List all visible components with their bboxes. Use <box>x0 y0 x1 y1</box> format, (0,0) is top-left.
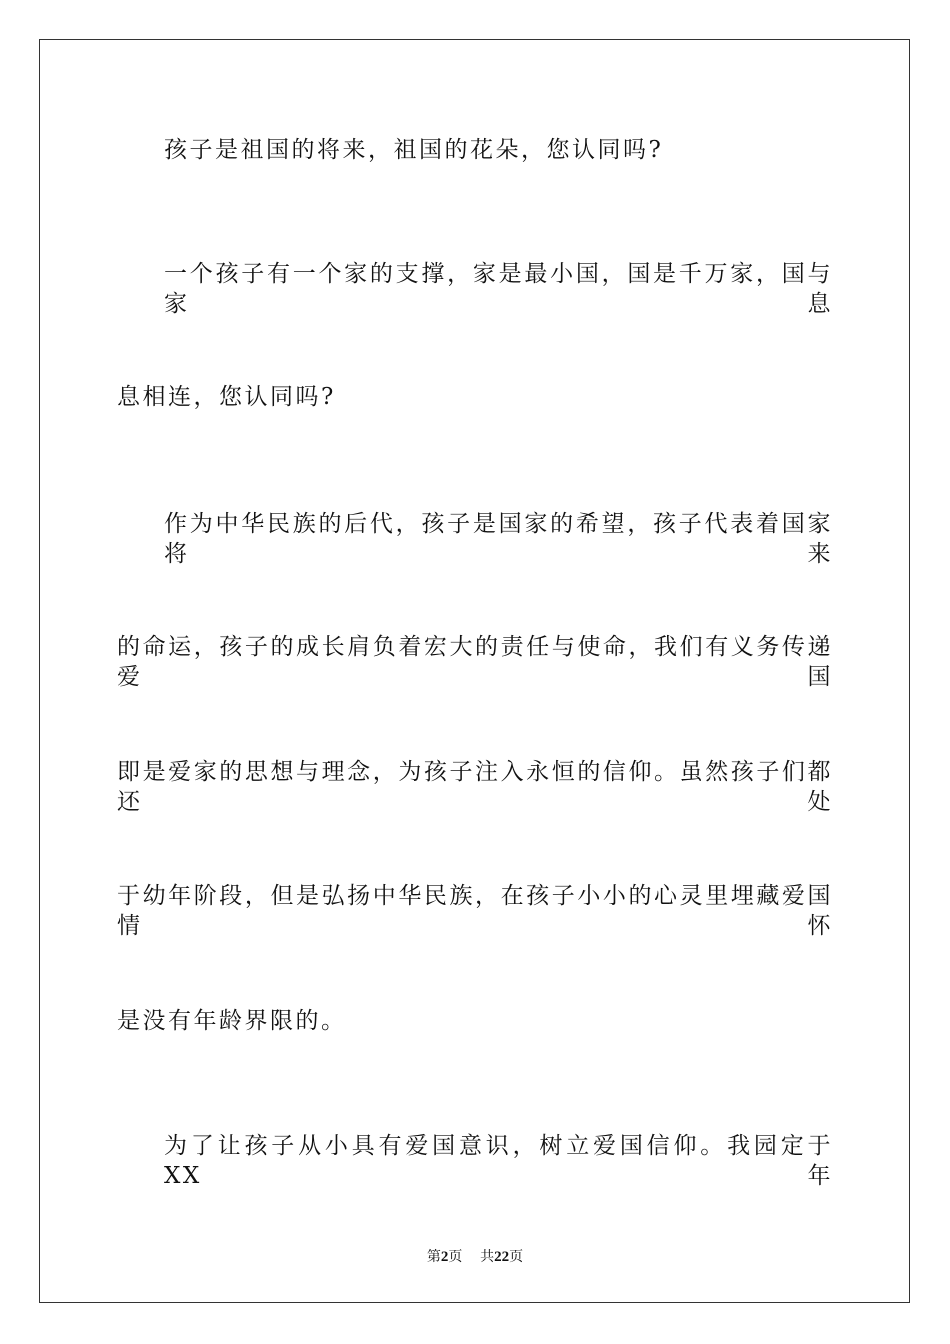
paragraph-line-6: 即是爱家的思想与理念，为孩子注入永恒的信仰。虽然孩子们都还处 <box>117 759 833 815</box>
paragraph-line-1: 孩子是祖国的将来，祖国的花朵，您认同吗? <box>164 137 664 163</box>
page-suffix: 页 <box>448 1249 463 1265</box>
page-number: 2 <box>440 1249 449 1265</box>
total-pages: 22 <box>494 1249 510 1265</box>
total-suffix: 页 <box>509 1249 524 1265</box>
page-footer <box>0 1247 950 1267</box>
paragraph-line-2: 一个孩子有一个家的支撑，家是最小国，国是千万家，国与家息 <box>164 261 833 317</box>
paragraph-line-7: 于幼年阶段，但是弘扬中华民族，在孩子小小的心灵里埋藏爱国情怀 <box>117 883 833 939</box>
paragraph-line-5: 的命运，孩子的成长肩负着宏大的责任与使命，我们有义务传递爱国 <box>117 634 833 690</box>
paragraph-line-8: 是没有年龄界限的。 <box>117 1008 347 1034</box>
total-prefix: 共 <box>480 1249 495 1265</box>
paragraph-line-4: 作为中华民族的后代，孩子是国家的希望，孩子代表着国家将来 <box>164 511 833 567</box>
page-prefix: 第 <box>426 1249 441 1265</box>
paragraph-line-3: 息相连，您认同吗? <box>117 384 336 410</box>
paragraph-line-9: 为了让孩子从小具有爱国意识，树立爱国信仰。我园定于 XX 年 <box>164 1133 833 1189</box>
